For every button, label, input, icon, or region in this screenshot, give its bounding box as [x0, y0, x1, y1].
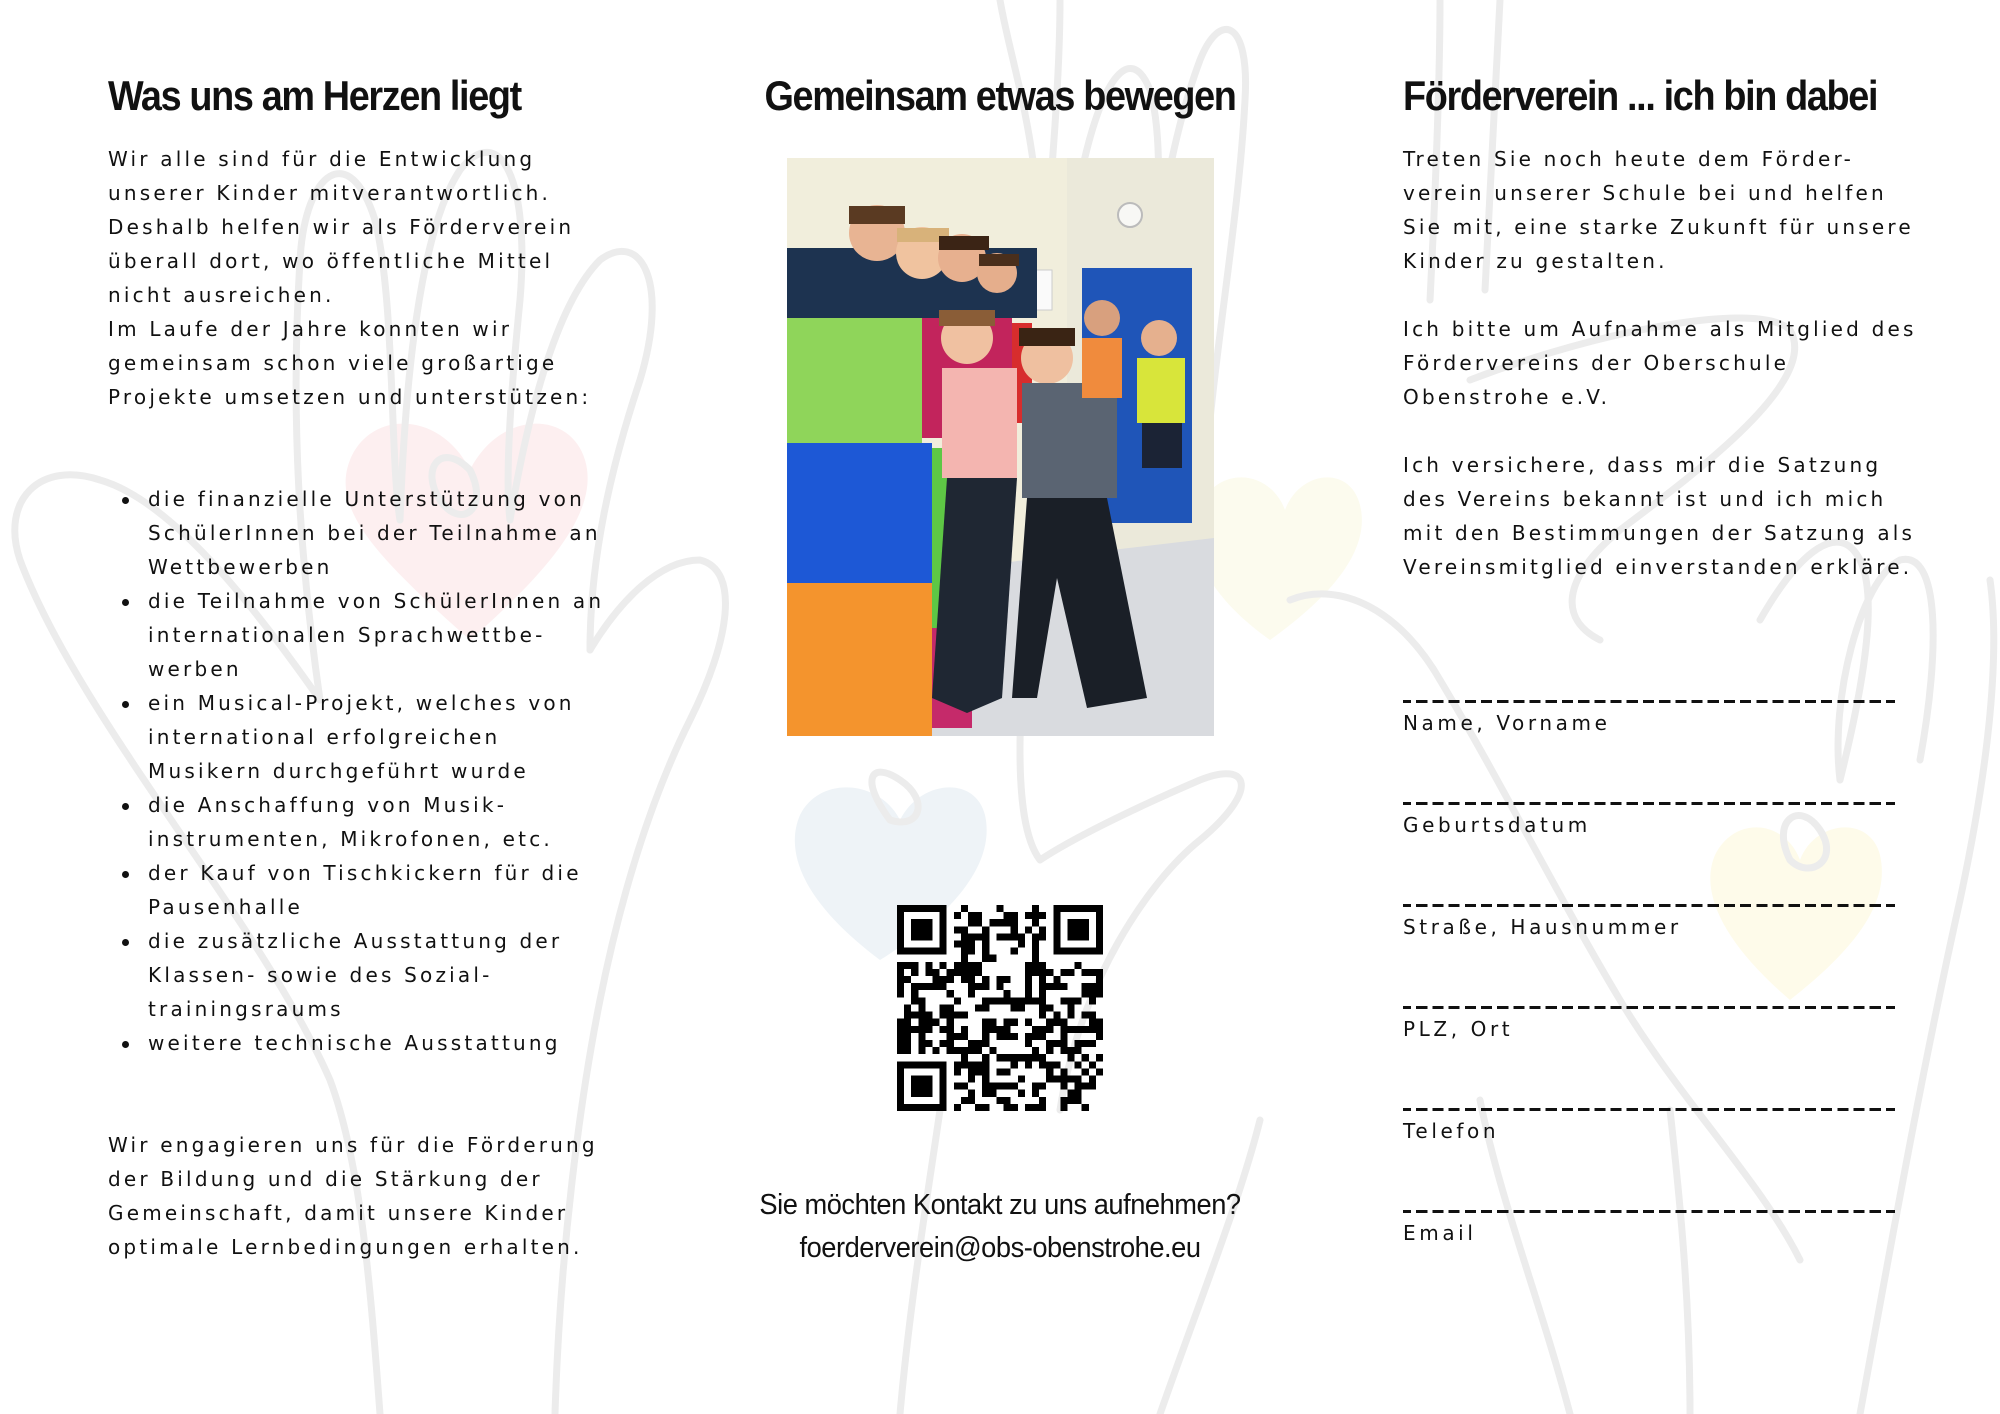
- field-label: PLZ, Ort: [1403, 1017, 1514, 1041]
- field-label: Straße, Hausnummer: [1403, 915, 1682, 939]
- bullet-icon: [122, 599, 129, 606]
- field-label: Telefon: [1403, 1119, 1500, 1143]
- field-label: Name, Vorname: [1403, 711, 1611, 735]
- list-item-text: der Kauf von Tischkickern für die Pausenhalle: [148, 861, 582, 919]
- form-field-street[interactable]: [1403, 904, 1923, 1006]
- list-item: [108, 584, 668, 686]
- form-field-email[interactable]: [1403, 1210, 1923, 1312]
- list-item-text: die finanzielle Unterstützung von SchülerInnen bei der Teilnahme an Wettbewerben: [148, 487, 601, 579]
- form-field-phone[interactable]: [1403, 1108, 1923, 1210]
- signature-line: [1403, 1210, 1895, 1213]
- signature-line: [1403, 1006, 1895, 1009]
- list-item-text: die Teilnahme von SchülerInnen an internationalen Sprachwettbe- werben: [148, 589, 605, 681]
- bullet-icon: [122, 803, 129, 810]
- form-field-birthdate[interactable]: [1403, 802, 1923, 904]
- bullet-icon: [122, 701, 129, 708]
- form-field-city[interactable]: [1403, 1006, 1923, 1108]
- list-item: [108, 482, 668, 584]
- statute-declaration-text: Ich versichere, dass mir die Satzung des Vereins bekannt ist und ich mich mit den Bestimmungen der Satzung als Vereinsmitglied einverstanden erkläre.: [1403, 453, 1916, 579]
- join-invitation-text: Treten Sie noch heute dem Förder- verein unserer Schule bei und helfen Sie mit, eine starke Zukunft für unsere Kinder zu gestalten.: [1403, 147, 1914, 273]
- list-item-text: die zusätzliche Ausstattung der Klassen- sowie des Sozial- trainingsraums: [148, 929, 563, 1021]
- list-item: [108, 686, 668, 788]
- contact-email-link[interactable]: foerderverein@obs-obenstrohe.eu: [799, 1232, 1201, 1264]
- intro-text: Wir alle sind für die Entwicklung unserer Kinder mitverantwortlich. Deshalb helfen wir als Förderverein überall dort, wo öffentliche Mittel nicht ausreichen. Im Laufe der Jahre konnten wir gemeinsam schon viele großartige Projekte umsetzen und unterstützen:: [108, 147, 592, 409]
- field-label: Email: [1403, 1221, 1477, 1245]
- bullet-icon: [122, 939, 129, 946]
- list-item: [108, 788, 668, 856]
- qr-code[interactable]: [897, 905, 1103, 1111]
- students-photo: [787, 158, 1214, 736]
- list-item-text: ein Musical-Projekt, welches von international erfolgreichen Musikern durchgeführt wurde: [148, 691, 575, 783]
- contact-block: [718, 1184, 1282, 1270]
- closing-text: Wir engagieren uns für die Förderung der Bildung und die Stärkung der Gemeinschaft, damit unsere Kinder optimale Lernbedingungen erhalten.: [108, 1133, 598, 1259]
- field-label: Geburtsdatum: [1403, 813, 1591, 837]
- right-panel-title: Förderverein ... ich bin dabei: [1403, 72, 1878, 119]
- right-panel: [1403, 72, 1963, 1372]
- bullet-icon: [122, 1041, 129, 1048]
- bullet-icon: [122, 497, 129, 504]
- list-item-text: die Anschaffung von Musik- instrumenten, Mikrofonen, etc.: [148, 793, 553, 851]
- middle-panel-title: Gemeinsam etwas bewegen: [764, 72, 1236, 119]
- bullet-icon: [122, 871, 129, 878]
- left-panel: [108, 72, 668, 1264]
- signature-line: [1403, 802, 1895, 805]
- signature-line: [1403, 1108, 1895, 1111]
- membership-request-text: Ich bitte um Aufnahme als Mitglied des Fördervereins der Oberschule Obenstrohe e.V.: [1403, 317, 1917, 409]
- middle-panel: [700, 72, 1300, 1372]
- list-item: [108, 1026, 668, 1060]
- form-field-name[interactable]: [1403, 700, 1923, 802]
- list-item-text: weitere technische Ausstattung: [148, 1031, 561, 1055]
- membership-form: [1403, 700, 1923, 1312]
- list-item: [108, 856, 668, 924]
- projects-list: [108, 482, 668, 1060]
- list-item: [108, 924, 668, 1026]
- left-panel-title: Was uns am Herzen liegt: [108, 72, 521, 119]
- contact-question: Sie möchten Kontakt zu uns aufnehmen?: [759, 1189, 1241, 1221]
- signature-line: [1403, 700, 1895, 703]
- signature-line: [1403, 904, 1895, 907]
